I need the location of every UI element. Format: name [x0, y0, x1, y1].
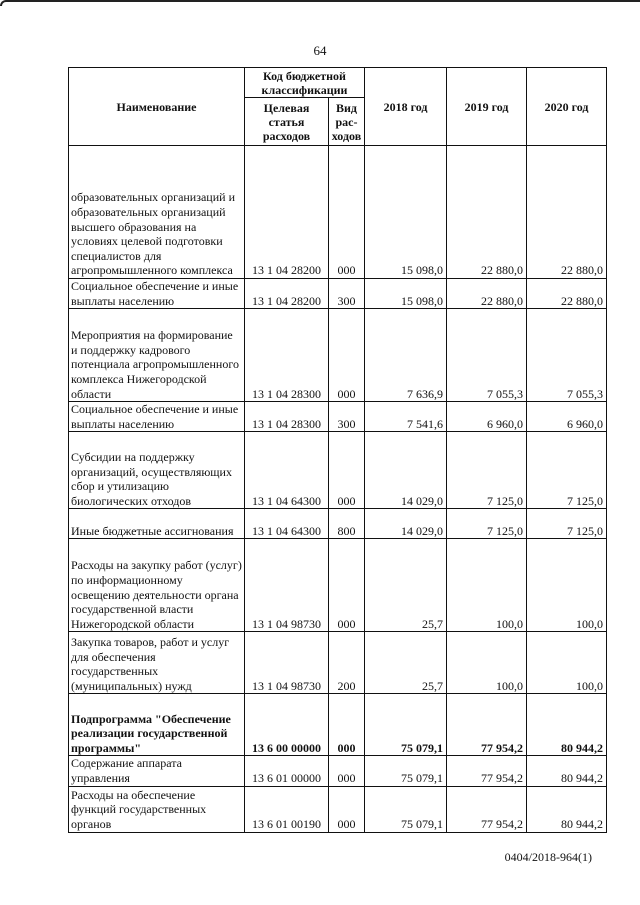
row-code: 13 1 04 64300	[245, 509, 329, 539]
row-code: 13 1 04 98730	[245, 632, 329, 694]
row-name: Социальное обеспечение и иные выплаты населению	[69, 402, 245, 432]
row-value-2020: 6 960,0	[527, 402, 607, 432]
row-name: Закупка товаров, работ и услуг для обеспечения государственных (муниципальных) нужд	[69, 632, 245, 694]
row-value-2018: 25,7	[365, 539, 447, 632]
table-row	[69, 786, 607, 832]
row-code: 13 1 04 28300	[245, 309, 329, 402]
table-row	[69, 146, 607, 279]
row-value-2019: 7 055,3	[447, 309, 527, 402]
row-name: Социальное обеспечение и иные выплаты населению	[69, 279, 245, 309]
row-name: Субсидии на поддержку организаций, осуществляющих сбор и утилизацию биологических отходов	[69, 432, 245, 509]
row-value-2018: 15 098,0	[365, 279, 447, 309]
row-value-2018: 15 098,0	[365, 146, 447, 279]
row-value-2019: 100,0	[447, 539, 527, 632]
row-value-2019: 22 880,0	[447, 279, 527, 309]
row-name: Мероприятия на формирование и поддержку кадрового потенциала агропромышленного комплекса Нижегородской области	[69, 309, 245, 402]
table-row	[69, 279, 607, 309]
document-code: 0404/2018-964(1)	[504, 850, 592, 864]
row-value-2018: 75 079,1	[365, 756, 447, 786]
row-kind: 300	[329, 279, 365, 309]
row-name: Содержание аппарата управления	[69, 756, 245, 786]
row-code: 13 1 04 28300	[245, 402, 329, 432]
row-value-2019: 22 880,0	[447, 146, 527, 279]
page-number: 64	[313, 43, 327, 58]
row-value-2020: 80 944,2	[527, 694, 607, 756]
header-2020: 2020 год	[527, 68, 607, 146]
row-value-2018: 75 079,1	[365, 786, 447, 832]
header-2019: 2019 год	[447, 68, 527, 146]
row-name: Расходы на закупку работ (услуг) по информационному освещению деятельности органа государственной власти Нижегородской области	[69, 539, 245, 632]
table-row	[69, 632, 607, 694]
row-value-2019: 100,0	[447, 632, 527, 694]
row-value-2019: 77 954,2	[447, 786, 527, 832]
row-name: Подпрограмма "Обеспечение реализации государственной программы"	[69, 694, 245, 756]
table-row	[69, 509, 607, 539]
row-code: 13 6 01 00190	[245, 786, 329, 832]
row-value-2020: 100,0	[527, 632, 607, 694]
row-kind: 000	[329, 539, 365, 632]
page-top-border	[0, 0, 640, 6]
row-code: 13 6 00 00000	[245, 694, 329, 756]
row-value-2018: 14 029,0	[365, 509, 447, 539]
table-row	[69, 432, 607, 509]
header-target-article: Целевая статья расходов	[245, 98, 329, 146]
row-value-2020: 7 055,3	[527, 309, 607, 402]
row-kind: 000	[329, 146, 365, 279]
row-value-2020: 7 125,0	[527, 509, 607, 539]
row-kind: 000	[329, 432, 365, 509]
header-2018: 2018 год	[365, 68, 447, 146]
row-kind: 800	[329, 509, 365, 539]
row-value-2020: 80 944,2	[527, 786, 607, 832]
budget-table	[68, 67, 607, 833]
table-row-subprogram	[69, 694, 607, 756]
row-code: 13 6 01 00000	[245, 756, 329, 786]
row-kind: 200	[329, 632, 365, 694]
row-value-2020: 22 880,0	[527, 146, 607, 279]
row-value-2020: 22 880,0	[527, 279, 607, 309]
row-code: 13 1 04 98730	[245, 539, 329, 632]
row-value-2018: 75 079,1	[365, 694, 447, 756]
row-value-2019: 7 125,0	[447, 509, 527, 539]
row-value-2019: 77 954,2	[447, 756, 527, 786]
row-kind: 000	[329, 786, 365, 832]
table-row	[69, 402, 607, 432]
row-value-2019: 7 125,0	[447, 432, 527, 509]
row-kind: 000	[329, 694, 365, 756]
row-value-2018: 14 029,0	[365, 432, 447, 509]
row-kind: 300	[329, 402, 365, 432]
row-value-2018: 7 636,9	[365, 309, 447, 402]
header-expense-type: Вид рас-ходов	[329, 98, 365, 146]
row-value-2020: 100,0	[527, 539, 607, 632]
row-code: 13 1 04 28200	[245, 146, 329, 279]
table-row	[69, 539, 607, 632]
row-code: 13 1 04 28200	[245, 279, 329, 309]
row-value-2018: 25,7	[365, 632, 447, 694]
row-name: Расходы на обеспечение функций государственных органов	[69, 786, 245, 832]
table-row	[69, 756, 607, 786]
header-classification: Код бюджетной классификации	[245, 68, 365, 98]
row-kind: 000	[329, 309, 365, 402]
row-kind: 000	[329, 756, 365, 786]
row-code: 13 1 04 64300	[245, 432, 329, 509]
row-value-2020: 7 125,0	[527, 432, 607, 509]
row-value-2019: 77 954,2	[447, 694, 527, 756]
row-name: образовательных организаций и образовательных организаций высшего образования на условиях целевой подготовки специалистов для агропромышленного комплекса	[69, 146, 245, 279]
row-value-2019: 6 960,0	[447, 402, 527, 432]
header-name: Наименование	[69, 68, 245, 146]
table-row	[69, 309, 607, 402]
row-value-2018: 7 541,6	[365, 402, 447, 432]
row-value-2020: 80 944,2	[527, 756, 607, 786]
row-name: Иные бюджетные ассигнования	[69, 509, 245, 539]
